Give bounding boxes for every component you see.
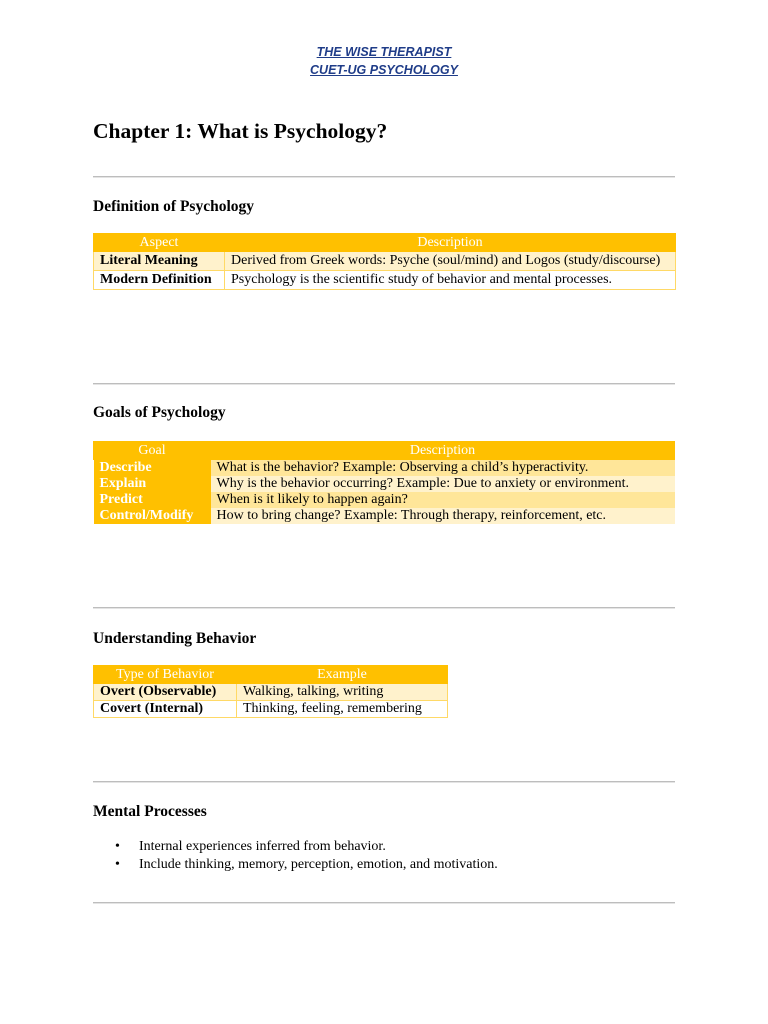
table-cell-key: Covert (Internal) xyxy=(94,701,237,718)
table-row xyxy=(94,684,448,701)
section-title-mental: Mental Processes xyxy=(93,803,207,820)
column-header: Example xyxy=(237,666,448,684)
section-title-goals: Goals of Psychology xyxy=(93,404,226,421)
header-line-1: THE WISE THERAPIST xyxy=(316,45,452,59)
divider xyxy=(93,607,675,609)
table-cell-value: When is it likely to happen again? xyxy=(211,492,675,508)
column-header: Description xyxy=(225,234,676,252)
table-row xyxy=(94,252,676,271)
bullet-dot-icon: • xyxy=(115,857,120,872)
definition-table xyxy=(93,233,676,290)
table-row xyxy=(94,460,675,477)
goals-table xyxy=(93,441,675,524)
table-cell-key: Predict xyxy=(94,492,211,508)
table-cell-value: Thinking, feeling, remembering xyxy=(237,701,448,718)
table-cell-key: Modern Definition xyxy=(94,271,225,290)
table-cell-value: What is the behavior? Example: Observing a child’s hyperactivity. xyxy=(211,460,675,477)
table-row xyxy=(94,271,676,290)
column-header: Goal xyxy=(94,442,211,460)
divider xyxy=(93,781,675,783)
table-row xyxy=(94,492,675,508)
table-row xyxy=(94,701,448,718)
table-cell-key: Describe xyxy=(94,460,211,477)
table-cell-key: Literal Meaning xyxy=(94,252,225,271)
table-row xyxy=(94,508,675,524)
divider xyxy=(93,176,675,178)
table-header-row xyxy=(94,234,676,252)
table-cell-value: Derived from Greek words: Psyche (soul/mind) and Logos (study/discourse) xyxy=(225,252,676,271)
table-row xyxy=(94,476,675,492)
bullet-dot-icon: • xyxy=(115,839,120,854)
list-item xyxy=(93,856,498,874)
table-cell-key: Control/Modify xyxy=(94,508,211,524)
section-title-behavior: Understanding Behavior xyxy=(93,630,257,647)
column-header: Aspect xyxy=(94,234,225,252)
divider xyxy=(93,902,675,904)
table-cell-key: Overt (Observable) xyxy=(94,684,237,701)
list-item-text: Include thinking, memory, perception, emotion, and motivation. xyxy=(139,857,498,872)
mental-processes-list xyxy=(93,838,498,874)
table-cell-value: Why is the behavior occurring? Example: Due to anxiety or environment. xyxy=(211,476,675,492)
list-item xyxy=(93,838,498,856)
behavior-table xyxy=(93,665,448,718)
table-cell-value: Walking, talking, writing xyxy=(237,684,448,701)
table-header-row xyxy=(94,442,675,460)
table-header-row xyxy=(94,666,448,684)
table-cell-key: Explain xyxy=(94,476,211,492)
chapter-title: Chapter 1: What is Psychology? xyxy=(93,119,388,143)
list-item-text: Internal experiences inferred from behavior. xyxy=(139,839,386,854)
document-header xyxy=(0,43,768,79)
section-title-definition: Definition of Psychology xyxy=(93,198,255,215)
table-cell-value: Psychology is the scientific study of behavior and mental processes. xyxy=(225,271,676,290)
column-header: Description xyxy=(211,442,675,460)
column-header: Type of Behavior xyxy=(94,666,237,684)
divider xyxy=(93,383,675,385)
table-cell-value: How to bring change? Example: Through therapy, reinforcement, etc. xyxy=(211,508,675,524)
header-line-2: CUET-UG PSYCHOLOGY xyxy=(310,63,458,77)
